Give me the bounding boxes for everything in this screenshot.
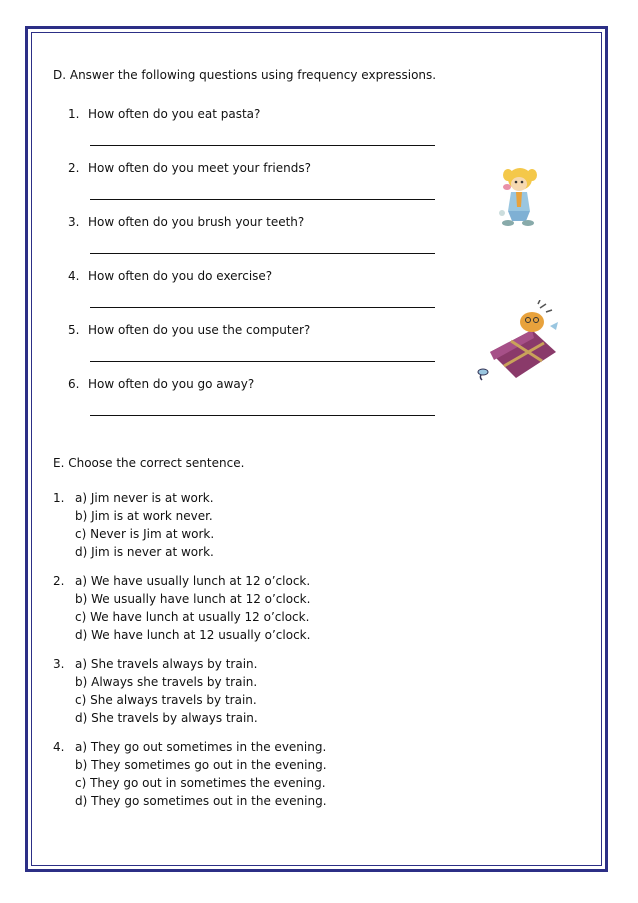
question-text: How often do you eat pasta? <box>88 107 261 121</box>
answer-line-5[interactable] <box>90 361 435 362</box>
answer-line-3[interactable] <box>90 253 435 254</box>
option-1c[interactable]: c) Never is Jim at work. <box>75 527 215 541</box>
question-number: 6. <box>68 377 80 391</box>
question-number: 5. <box>68 323 80 337</box>
question-text: How often do you use the computer? <box>88 323 311 337</box>
option-2a[interactable]: a) We have usually lunch at 12 o’clock. <box>75 574 311 588</box>
option-3b[interactable]: b) Always she travels by train. <box>75 675 258 689</box>
girl-character-illustration <box>494 165 544 229</box>
question-text: How often do you do exercise? <box>88 269 273 283</box>
question-number: 2. <box>68 161 80 175</box>
item-number-2: 2. <box>53 574 65 588</box>
question-text: How often do you brush your teeth? <box>88 215 305 229</box>
option-3d[interactable]: d) She travels by always train. <box>75 711 258 725</box>
item-number-1: 1. <box>53 491 65 505</box>
answer-line-2[interactable] <box>90 199 435 200</box>
option-4b[interactable]: b) They sometimes go out in the evening. <box>75 758 327 772</box>
answer-line-4[interactable] <box>90 307 435 308</box>
gift-box-character-illustration <box>476 300 568 382</box>
question-text: How often do you meet your friends? <box>88 161 311 175</box>
option-2c[interactable]: c) We have lunch at usually 12 o’clock. <box>75 610 310 624</box>
section-d-title: D. Answer the following questions using frequency expressions. <box>53 68 437 82</box>
option-1a[interactable]: a) Jim never is at work. <box>75 491 214 505</box>
answer-line-1[interactable] <box>90 145 435 146</box>
question-4 <box>68 269 272 283</box>
option-1b[interactable]: b) Jim is at work never. <box>75 509 213 523</box>
question-1 <box>68 107 260 121</box>
question-3 <box>68 215 304 229</box>
question-number: 1. <box>68 107 80 121</box>
option-4c[interactable]: c) They go out in sometimes the evening. <box>75 776 326 790</box>
option-3c[interactable]: c) She always travels by train. <box>75 693 257 707</box>
option-4a[interactable]: a) They go out sometimes in the evening. <box>75 740 327 754</box>
item-number-3: 3. <box>53 657 65 671</box>
question-2 <box>68 161 311 175</box>
item-number-4: 4. <box>53 740 65 754</box>
question-5 <box>68 323 310 337</box>
section-e-title: E. Choose the correct sentence. <box>53 456 245 470</box>
option-3a[interactable]: a) She travels always by train. <box>75 657 258 671</box>
option-4d[interactable]: d) They go sometimes out in the evening. <box>75 794 327 808</box>
question-number: 3. <box>68 215 80 229</box>
question-number: 4. <box>68 269 80 283</box>
option-2b[interactable]: b) We usually have lunch at 12 o’clock. <box>75 592 311 606</box>
answer-line-6[interactable] <box>90 415 435 416</box>
option-2d[interactable]: d) We have lunch at 12 usually o’clock. <box>75 628 311 642</box>
question-6 <box>68 377 254 391</box>
question-text: How often do you go away? <box>88 377 255 391</box>
option-1d[interactable]: d) Jim is never at work. <box>75 545 214 559</box>
